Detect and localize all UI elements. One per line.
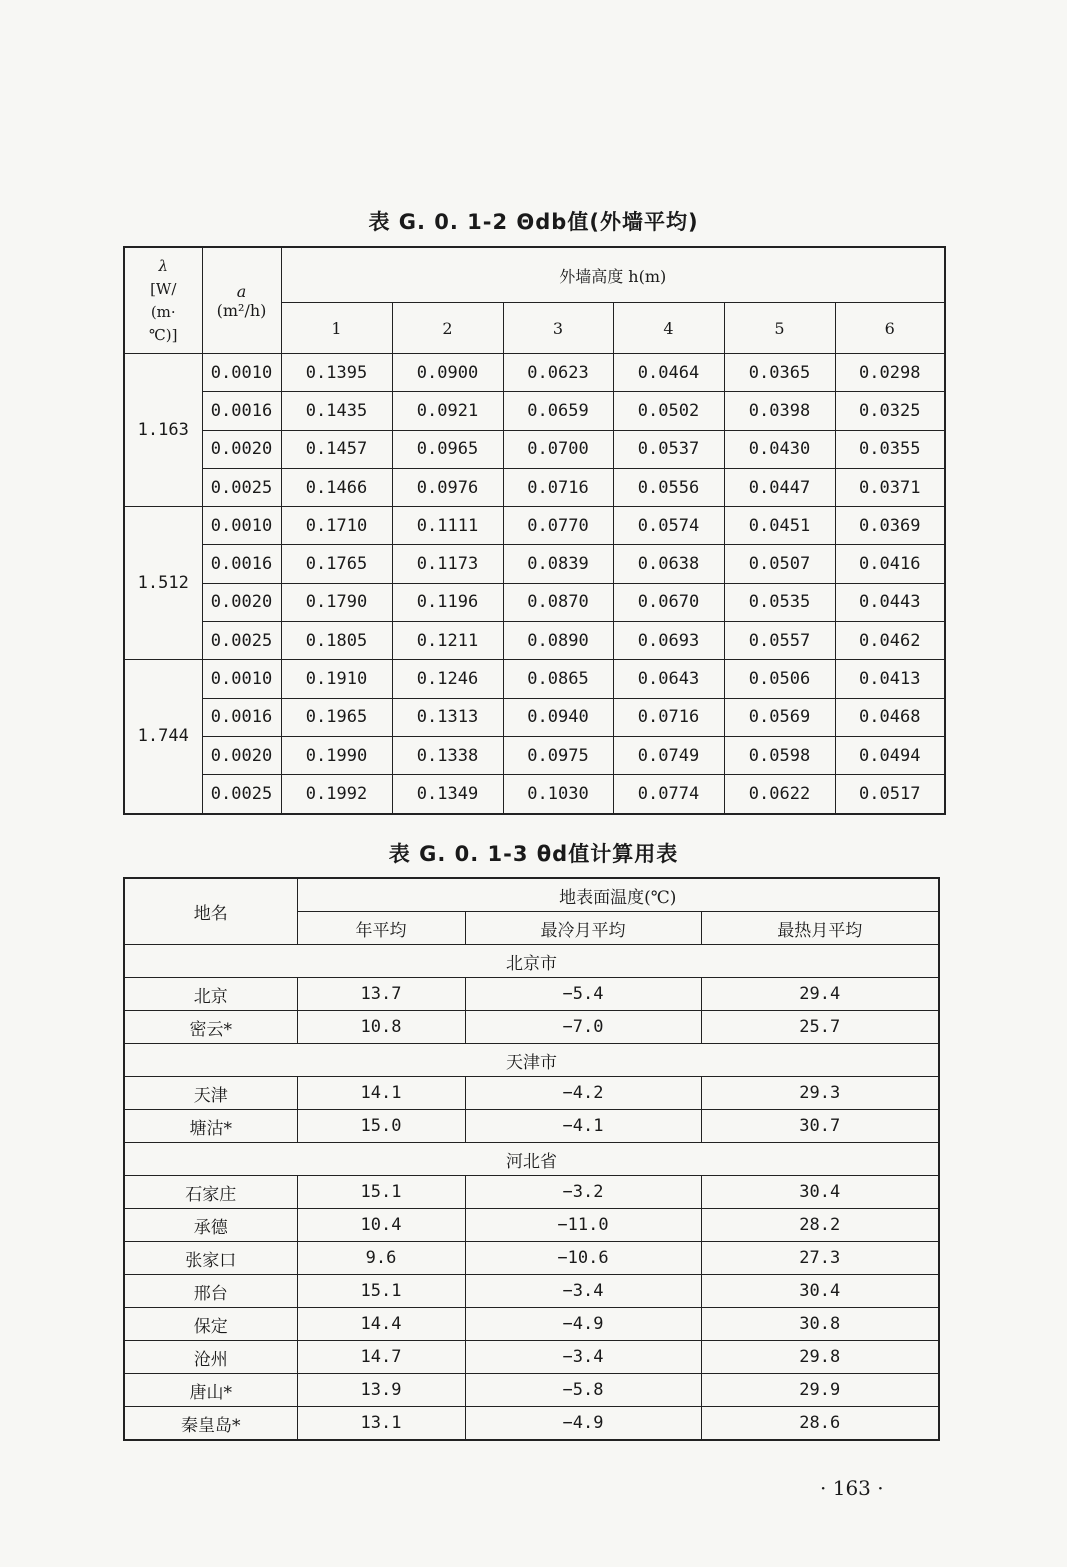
table-cell: 0.1435 <box>281 392 392 430</box>
table-cell: −11.0 <box>465 1209 701 1242</box>
table-cell: 0.0940 <box>503 698 613 736</box>
table-cell: 0.0416 <box>835 545 945 583</box>
table-cell: −3.4 <box>465 1341 701 1374</box>
height-header: 外墙高度 h(m) <box>281 247 945 303</box>
a-value: 0.0020 <box>202 430 281 468</box>
temp-col-header: 最冷月平均 <box>465 912 701 945</box>
table-row <box>124 507 945 545</box>
height-col-header: 4 <box>613 303 724 354</box>
theta-db-table <box>123 246 946 815</box>
place-header: 地名 <box>124 878 297 945</box>
table-cell: −3.2 <box>465 1176 701 1209</box>
table-row <box>124 1209 939 1242</box>
table-cell: 0.0462 <box>835 622 945 660</box>
section-title: 天津市 <box>124 1044 939 1077</box>
table-cell: 0.1349 <box>392 775 503 814</box>
table-cell: 0.1992 <box>281 775 392 814</box>
table-cell: 0.0574 <box>613 507 724 545</box>
place-name: 秦皇岛* <box>124 1407 297 1441</box>
table-row <box>124 775 945 814</box>
table2-title: 表 G. 0. 1-3 θd值计算用表 <box>388 842 679 866</box>
lambda-value: 1.163 <box>124 354 202 507</box>
table-cell: 28.6 <box>701 1407 939 1441</box>
table-row <box>124 1374 939 1407</box>
a-value: 0.0010 <box>202 354 281 392</box>
table-cell: 0.0965 <box>392 430 503 468</box>
page-number: · 163 · <box>820 1476 884 1500</box>
surface-temp-header: 地表面温度(℃) <box>297 878 939 912</box>
table-cell: 0.1338 <box>392 736 503 774</box>
lambda-header: λ [W/ (m· ℃)] <box>124 247 202 354</box>
table-cell: 0.0371 <box>835 468 945 506</box>
table-cell: 0.0670 <box>613 583 724 621</box>
table-row <box>124 622 945 660</box>
table-cell: 0.0774 <box>613 775 724 814</box>
table-cell: 0.0749 <box>613 736 724 774</box>
place-name: 邢台 <box>124 1275 297 1308</box>
place-name: 保定 <box>124 1308 297 1341</box>
section-title: 河北省 <box>124 1143 939 1176</box>
table-cell: 0.1965 <box>281 698 392 736</box>
table-cell: 29.8 <box>701 1341 939 1374</box>
table-cell: 0.0443 <box>835 583 945 621</box>
table-cell: 15.1 <box>297 1275 465 1308</box>
table-cell: 0.0870 <box>503 583 613 621</box>
table-row <box>124 354 945 392</box>
table-cell: 0.0413 <box>835 660 945 698</box>
table-cell: 0.0468 <box>835 698 945 736</box>
table-cell: 0.0569 <box>724 698 835 736</box>
table-row <box>124 545 945 583</box>
height-col-header: 6 <box>835 303 945 354</box>
table-cell: 29.4 <box>701 978 939 1011</box>
table-cell: −5.8 <box>465 1374 701 1407</box>
table-cell: 10.8 <box>297 1011 465 1044</box>
table-cell: 0.1313 <box>392 698 503 736</box>
table-cell: −4.2 <box>465 1077 701 1110</box>
table-cell: 0.0369 <box>835 507 945 545</box>
table-cell: 15.0 <box>297 1110 465 1143</box>
table-cell: 30.4 <box>701 1176 939 1209</box>
table-cell: 0.0770 <box>503 507 613 545</box>
table-cell: −5.4 <box>465 978 701 1011</box>
table-cell: 27.3 <box>701 1242 939 1275</box>
a-value: 0.0025 <box>202 622 281 660</box>
table-cell: 0.1790 <box>281 583 392 621</box>
table-cell: 0.0355 <box>835 430 945 468</box>
table-cell: 13.7 <box>297 978 465 1011</box>
table-row <box>124 1242 939 1275</box>
a-value: 0.0020 <box>202 583 281 621</box>
table-row <box>124 978 939 1011</box>
table-row <box>124 468 945 506</box>
table-cell: 0.0865 <box>503 660 613 698</box>
table-row <box>124 1011 939 1044</box>
height-col-header: 3 <box>503 303 613 354</box>
theta-d-table <box>123 877 940 1441</box>
place-name: 天津 <box>124 1077 297 1110</box>
table1-title: 表 G. 0. 1-2 Θdb值(外墙平均) <box>368 210 699 234</box>
table-cell: 0.0537 <box>613 430 724 468</box>
a-value: 0.0025 <box>202 468 281 506</box>
table-cell: 0.0494 <box>835 736 945 774</box>
table-cell: 0.0921 <box>392 392 503 430</box>
a-value: 0.0010 <box>202 660 281 698</box>
table-cell: 0.0975 <box>503 736 613 774</box>
table-cell: 0.1466 <box>281 468 392 506</box>
table-cell: 30.8 <box>701 1308 939 1341</box>
table-cell: −3.4 <box>465 1275 701 1308</box>
table-cell: 0.0451 <box>724 507 835 545</box>
a-value: 0.0016 <box>202 698 281 736</box>
place-name: 唐山* <box>124 1374 297 1407</box>
temp-col-header: 年平均 <box>297 912 465 945</box>
table-cell: 0.0517 <box>835 775 945 814</box>
table-cell: 28.2 <box>701 1209 939 1242</box>
table-cell: −4.9 <box>465 1308 701 1341</box>
section-title: 北京市 <box>124 945 939 978</box>
table-cell: 0.0623 <box>503 354 613 392</box>
table-cell: 29.9 <box>701 1374 939 1407</box>
table-cell: 0.0502 <box>613 392 724 430</box>
place-name: 石家庄 <box>124 1176 297 1209</box>
table-cell: 0.1765 <box>281 545 392 583</box>
height-col-header: 1 <box>281 303 392 354</box>
table-cell: 0.0507 <box>724 545 835 583</box>
table-cell: 14.7 <box>297 1341 465 1374</box>
table-cell: 0.0716 <box>503 468 613 506</box>
table-cell: 29.3 <box>701 1077 939 1110</box>
table-cell: 13.1 <box>297 1407 465 1441</box>
table-cell: 10.4 <box>297 1209 465 1242</box>
table-cell: 0.0839 <box>503 545 613 583</box>
table-cell: 0.0430 <box>724 430 835 468</box>
table-row <box>124 1407 939 1441</box>
section-row <box>124 1143 939 1176</box>
table-row <box>124 1341 939 1374</box>
table-cell: 0.0556 <box>613 468 724 506</box>
lambda-value: 1.744 <box>124 660 202 814</box>
height-col-header: 5 <box>724 303 835 354</box>
table-row <box>124 583 945 621</box>
table-cell: 0.1395 <box>281 354 392 392</box>
table-cell: 0.1030 <box>503 775 613 814</box>
table-cell: 25.7 <box>701 1011 939 1044</box>
table-cell: 0.1910 <box>281 660 392 698</box>
section-row <box>124 1044 939 1077</box>
a-value: 0.0016 <box>202 545 281 583</box>
table-cell: 0.0325 <box>835 392 945 430</box>
table-row <box>124 1308 939 1341</box>
table-row <box>124 392 945 430</box>
table-row <box>124 1077 939 1110</box>
table-cell: 0.0598 <box>724 736 835 774</box>
table-cell: 9.6 <box>297 1242 465 1275</box>
table-cell: 0.0890 <box>503 622 613 660</box>
table-cell: 0.0700 <box>503 430 613 468</box>
table-cell: 0.1805 <box>281 622 392 660</box>
table-row <box>124 736 945 774</box>
table-cell: 0.0900 <box>392 354 503 392</box>
table-row <box>124 660 945 698</box>
table-cell: 0.0976 <box>392 468 503 506</box>
a-value: 0.0016 <box>202 392 281 430</box>
table-cell: 0.0643 <box>613 660 724 698</box>
table-row <box>124 430 945 468</box>
table-cell: 0.0693 <box>613 622 724 660</box>
table-cell: 0.1196 <box>392 583 503 621</box>
table-cell: 30.4 <box>701 1275 939 1308</box>
table-cell: 0.0365 <box>724 354 835 392</box>
section-row <box>124 945 939 978</box>
table-cell: 14.4 <box>297 1308 465 1341</box>
table-cell: 0.0659 <box>503 392 613 430</box>
a-value: 0.0010 <box>202 507 281 545</box>
table-cell: 0.0622 <box>724 775 835 814</box>
table-cell: 0.0638 <box>613 545 724 583</box>
a-value: 0.0020 <box>202 736 281 774</box>
table-cell: 0.1211 <box>392 622 503 660</box>
table-cell: −4.9 <box>465 1407 701 1441</box>
table-cell: 0.0447 <box>724 468 835 506</box>
table-cell: 0.1457 <box>281 430 392 468</box>
table-cell: 0.1246 <box>392 660 503 698</box>
table-cell: 0.0557 <box>724 622 835 660</box>
a-header: a (m²/h) <box>202 247 281 354</box>
lambda-value: 1.512 <box>124 507 202 660</box>
table-row <box>124 698 945 736</box>
table-cell: −4.1 <box>465 1110 701 1143</box>
table-cell: 0.0398 <box>724 392 835 430</box>
table-cell: 13.9 <box>297 1374 465 1407</box>
place-name: 张家口 <box>124 1242 297 1275</box>
table-cell: 0.1710 <box>281 507 392 545</box>
table-row <box>124 1176 939 1209</box>
place-name: 密云* <box>124 1011 297 1044</box>
a-value: 0.0025 <box>202 775 281 814</box>
table-cell: 30.7 <box>701 1110 939 1143</box>
table-cell: 0.0464 <box>613 354 724 392</box>
place-name: 北京 <box>124 978 297 1011</box>
table-row <box>124 1275 939 1308</box>
table-cell: 0.1990 <box>281 736 392 774</box>
height-col-header: 2 <box>392 303 503 354</box>
table-cell: 0.0298 <box>835 354 945 392</box>
table-cell: 0.1111 <box>392 507 503 545</box>
place-name: 塘沽* <box>124 1110 297 1143</box>
temp-col-header: 最热月平均 <box>701 912 939 945</box>
place-name: 承德 <box>124 1209 297 1242</box>
table-cell: 0.0506 <box>724 660 835 698</box>
table-cell: 15.1 <box>297 1176 465 1209</box>
table-cell: 0.0535 <box>724 583 835 621</box>
place-name: 沧州 <box>124 1341 297 1374</box>
table-cell: 14.1 <box>297 1077 465 1110</box>
table-row <box>124 1110 939 1143</box>
table-cell: −10.6 <box>465 1242 701 1275</box>
table-cell: 0.1173 <box>392 545 503 583</box>
table-cell: 0.0716 <box>613 698 724 736</box>
table-cell: −7.0 <box>465 1011 701 1044</box>
